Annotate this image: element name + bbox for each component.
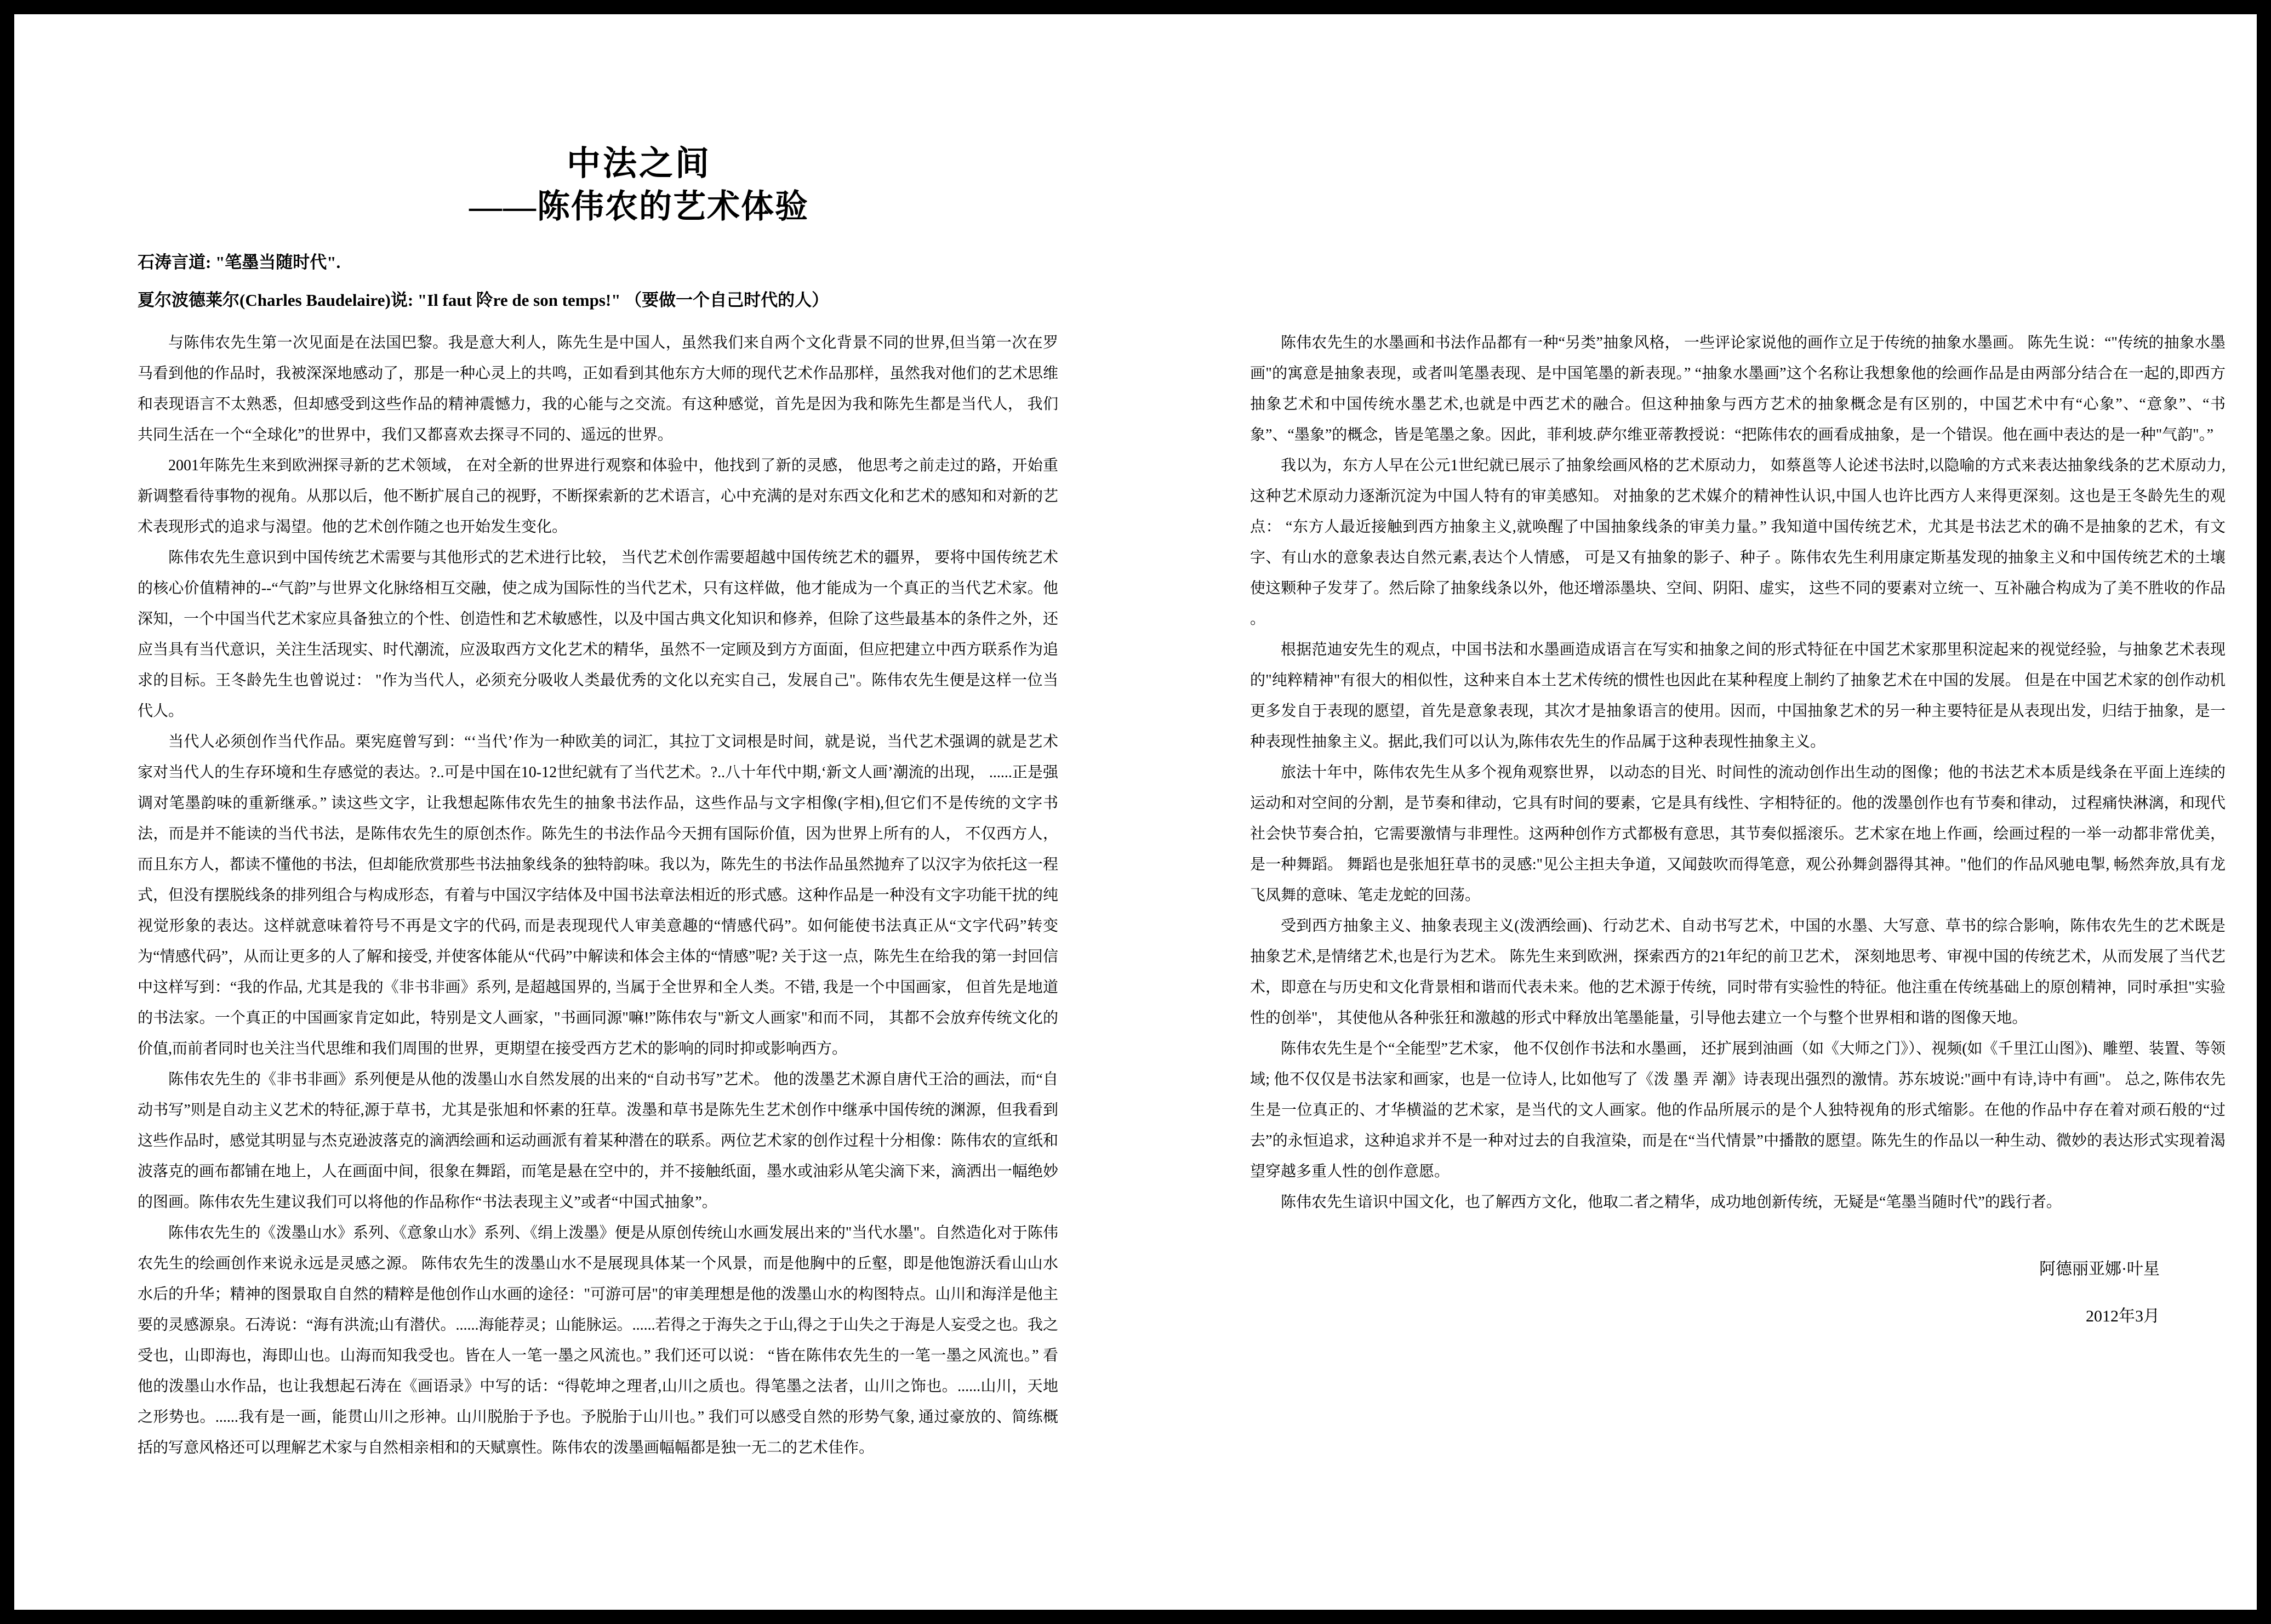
body-paragraph: 陈伟农先生谙识中国文化，也了解西方文化，他取二者之精华，成功地创新传统，无疑是“笔墨当随时代”的践行者。 [1281,1194,2062,1211]
body-paragraph: 陈伟农先生是个“全能型”艺术家， 他不仅创作书法和水墨画， 还扩展到油画（如《大师之门》）、视频(如《千里江山图》)、雕塑、装置、等领域; 他不仅仅是书法家和画家，也是一位诗人, 比如他写了《泼 墨 弄 潮》诗表现出强烈的激情。苏东坡说:"画中有诗,诗中有画"。 总之, 陈伟农先生是一位真正的、才华横溢的艺术家，是当代的文人画家。他的作品所展示的是个人独特视角的形式缩影。在他的作品中存在着对顽石般的“过去”的永恒追求，这种追求并不是一种对过去的自我渲染，而是在“当代情景”中播散的愿望。陈先生的作品以一种生动、微妙的表达形式实现着渴望穿越多重人性的创作意愿。 [1250,1040,2226,1180]
body-paragraph: 陈伟农先生的《泼墨山水》系列、《意象山水》系列、《绢上泼墨》便是从原创传统山水画发展出来的"当代水墨"。自然造化对于陈伟农先生的绘画创作来说永远是灵感之源。 陈伟农先生的泼墨山水不是展现具体某一个风景，而是他胸中的丘壑，即是他饱游沃看山山水水后的升华；精神的图景取自自然的精粹是他创作山水画的途径："可游可居"的审美理想是他的泼墨山水的构图特点。山川和海洋是他主要的灵感源泉。石涛说：“海有洪流;山有潜伏。......海能荐灵；山能脉运。......若得之于海失之于山,得之于山失之于海是人妄受之也。我之受也，山即海也，海即山也。山海而知我受也。皆在人一笔一墨之风流也。” 我们还可以说： “皆在陈伟农先生的一笔一墨之风流也。” 看他的泼墨山水作品，也让我想起石涛在《画语录》中写的话：“得乾坤之理者,山川之质也。得笔墨之法者，山川之饰也。......山川，天地之形势也。......我有是一画，能贯山川之形神。山川脱胎于予也。予脱胎于山川也。” 我们可以感受自然的形势气象, 通过豪放的、简练概括的写意风格还可以理解艺术家与自然相亲相和的天赋禀性。陈伟农的泼墨画幅幅都是独一无二的艺术佳作。 [138,1224,1058,1456]
body-paragraph: 旅法十年中，陈伟农先生从多个视角观察世界， 以动态的目光、时间性的流动创作出生动的图像；他的书法艺术本质是线条在平面上连续的运动和对空间的分割，是节奏和律动，它具有时间的要素，它是具有线性、字相特征的。他的泼墨创作也有节奏和律动， 过程痛快淋漓，和现代社会快节奏合拍，它需要激情与非理性。这两种创作方式都极有意思，其节奏似摇滚乐。艺术家在地上作画，绘画过程的一举一动都非常优美，是一种舞蹈。 舞蹈也是张旭狂草书的灵感:"见公主担夫争道，又闻鼓吹而得笔意，观公孙舞剑器得其神。"他们的作品风驰电掣, 畅然奔放,具有龙飞凤舞的意味、笔走龙蛇的回荡。 [1250,764,2226,904]
signature-author: 阿德丽亚娜·叶星 [2039,1260,2160,1278]
body-paragraph: 根据范迪安先生的观点，中国书法和水墨画造成语言在写实和抽象之间的形式特征在中国艺术家那里积淀起来的视觉经验，与抽象艺术表现的"纯粹精神"有很大的相似性，这种来自本土艺术传统的惯性也因此在某种程度上制约了抽象艺术在中国的发展。 但是在中国艺术家的创作动机更多发自于表现的愿望，首先是意象表现，其次才是抽象语言的使用。因而，中国抽象艺术的另一种主要特征是从表现出发，归结于抽象，是一种表现性抽象主义。据此,我们可以认为,陈伟农先生的作品属于这种表现性抽象主义。 [1250,641,2226,750]
epigraph-block [138,243,1343,319]
signature-date: 2012年3月 [2086,1307,2160,1325]
body-paragraph: 当代人必须创作当代作品。栗宪庭曾写到：“‘当代’作为一种欧美的词汇，其拉丁文词根是时间，就是说，当代艺术强调的就是艺术家对当代人的生存环境和生存感觉的表达。?..可是中国在10-12世纪就有了当代艺术。?..八十年代中期,‘新文人画’潮流的出现， ......正是强调对笔墨韵味的重新继承。” 读这些文字，让我想起陈伟农先生的抽象书法作品，这些作品与文字相像(字相),但它们不是传统的文字书法，而是并不能读的当代书法，是陈伟农先生的原创杰作。陈先生的书法作品今天拥有国际价值，因为世界上所有的人， 不仅西方人，而且东方人，都读不懂他的书法，但却能欣赏那些书法抽象线条的独特韵味。我以为，陈先生的书法作品虽然抛弃了以汉字为依托这一程式，但没有摆脱线条的排列组合与构成形态，有着与中国汉字结体及中国书法章法相近的形式感。这种作品是一种没有文字功能干扰的纯视觉形象的表达。这样就意味着符号不再是文字的代码, 而是表现现代人审美意趣的“情感代码”。如何能使书法真正从“文字代码”转变为“情感代码”，从而让更多的人了解和接受, 并使客体能从“代码”中解读和体会主体的“情感”呢? 关于这一点，陈先生在给我的第一封回信中这样写到：“我的作品, 尤其是我的《非书非画》系列, 是超越国界的, 当属于全世界和全人类。不错, 我是一个中国画家， 但首先是地道的书法家。一个真正的中国画家肯定如此，特别是文人画家，"书画同源"嘛!”陈伟农与"新文人画家"和而不同， 其都不会放弃传统文化的价值,而前者同时也关注当代思维和我们周围的世界，更期望在接受西方艺术的影响的同时抑或影响西方。 [138,733,1059,1057]
body-paragraph: 受到西方抽象主义、抽象表现主义(泼洒绘画)、行动艺术、自动书写艺术，中国的水墨、大写意、草书的综合影响，陈伟农先生的艺术既是抽象艺术,是情绪艺术,也是行为艺术。 陈先生来到欧洲，探索西方的21年纪的前卫艺术， 深刻地思考、审视中国的传统艺术，从而发展了当代艺术，即意在与历史和文化背景相和谐而代表未来。他的艺术源于传统，同时带有实验性的特征。他注重在传统基础上的原创精神，同时承担"实验性的创举"， 其使他从各种张狂和激越的形式中释放出笔墨能量，引导他去建立一个与整个世界相和谐的图像天地。 [1250,918,2226,1027]
body-paragraph: 陈伟农先生的《非书非画》系列便是从他的泼墨山水自然发展的出来的“自动书写”艺术。 他的泼墨艺术源自唐代王洽的画法，而“自动书写”则是自动主义艺术的特征,源于草书，尤其是张旭和怀素的狂草。泼墨和草书是陈先生艺术创作中继承中国传统的渊源，但我看到这些作品时，感觉其明显与杰克逊波落克的滴洒绘画和运动画派有着某种潜在的联系。两位艺术家的创作过程十分相像：陈伟农的宣纸和波落克的画布都铺在地上，人在画面中间，很象在舞蹈，而笔是悬在空中的，并不接触纸面，墨水或油彩从笔尖滴下来，滴洒出一幅绝妙的图画。陈伟农先生建议我们可以将他的作品称作“书法表现主义”或者“中国式抽象”。 [138,1071,1059,1211]
signature-block [1250,1254,2226,1332]
document-page [14,14,2257,1610]
body-paragraph: 2001年陈先生来到欧洲探寻新的艺术领域， 在对全新的世界进行观察和体验中，他找到了新的灵感， 他思考之前走过的路，开始重新调整看待事物的视角。从那以后，他不断扩展自己的视野，不断探索新的艺术语言，心中充满的是对东西文化和艺术的感知和对新的艺术表现形式的追求与渴望。他的艺术创作随之也开始发生变化。 [138,457,1059,535]
body-paragraph: 陈伟农先生的水墨画和书法作品都有一种“另类”抽象风格， 一些评论家说他的画作立足于传统的抽象水墨画。 陈先生说：“"传统的抽象水墨画"的寓意是抽象表现，或者叫笔墨表现、是中国笔墨的新表现。” “抽象水墨画”这个名称让我想象他的绘画作品是由两部分结合在一起的,即西方抽象艺术和中国传统水墨艺术,也就是中西艺术的融合。但这种抽象与西方艺术的抽象概念是有区别的，中国艺术中有“心象”、“意象”、“书象”、“墨象”的概念，皆是笔墨之象。因此，菲利坡.萨尔维亚蒂教授说：“把陈伟农的画看成抽象，是一个错误。他在画中表达的是一种"气韵"。” [1250,334,2226,443]
epigraph-baudelaire: 夏尔波德莱尔(Charles Baudelaire)说: "Il faut 阾re de son temps!" （要做一个自己时代的人） [138,290,829,310]
epigraph-shitao: 石涛言道: "笔墨当随时代". [138,253,341,272]
right-column [1250,328,2226,1332]
body-paragraph: 我以为，东方人早在公元1世纪就已展示了抽象绘画风格的艺术原动力， 如蔡邕等人论述书法时,以隐喻的方式来表达抽象线条的艺术原动力,这种艺术原动力逐渐沉淀为中国人特有的审美感知。 对抽象的艺术媒介的精神性认识,中国人也许比西方人来得更深刻。这也是王冬龄先生的观点： “东方人最近接触到西方抽象主义,就唤醒了中国抽象线条的审美力量。” 我知道中国传统艺术，尤其是书法艺术的确不是抽象的艺术，有文字、有山水的意象表达自然元素,表达个人情感， 可是又有抽象的影子、种子 。陈伟农先生利用康定斯基发现的抽象主义和中国传统艺术的土壤使这颗种子发芽了。然后除了抽象线条以外，他还增添墨块、空间、阴阳、虚实， 这些不同的要素对立统一、互补融合构成为了美不胜收的作品 。 [1250,457,2226,628]
left-column [138,328,1058,1463]
title-line-1: 中法之间 [566,145,711,183]
body-paragraph: 陈伟农先生意识到中国传统艺术需要与其他形式的艺术进行比较， 当代艺术创作需要超越中国传统艺术的疆界， 要将中国传统艺术的核心价值精神的--“气韵”与世界文化脉络相互交融，使之成为国际性的当代艺术，只有这样做，他才能成为一个真正的当代艺术家。他深知，一个中国当代艺术家应具备独立的个性、创造性和艺术敏感性，以及中国古典文化知识和修养，但除了这些最基本的条件之外，还应当具有当代意识，关注生活现实、时代潮流，应汲取西方文化艺术的精华，虽然不一定顾及到方方面面，但应把建立中西方联系作为追求的目标。王冬龄先生也曾说过： "作为当代人，必须充分吸收人类最优秀的文化以充实自己，发展自己"。陈伟农先生便是这样一位当代人。 [138,549,1059,720]
article-title [179,144,1099,229]
title-line-2: ——陈伟农的艺术体验 [469,189,809,225]
body-paragraph: 与陈伟农先生第一次见面是在法国巴黎。我是意大利人，陈先生是中国人，虽然我们来自两个文化背景不同的世界,但当第一次在罗马看到他的作品时，我被深深地感动了，那是一种心灵上的共鸣，正如看到其他东方大师的现代艺术作品那样，虽然我对他们的艺术思维和表现语言不太熟悉，但却感受到这些作品的精神震憾力，我的心能与之交流。有这种感觉，首先是因为我和陈先生都是当代人， 我们共同生活在一个“全球化”的世界中，我们又都喜欢去探寻不同的、遥远的世界。 [138,334,1059,443]
body-columns [138,328,2257,1463]
